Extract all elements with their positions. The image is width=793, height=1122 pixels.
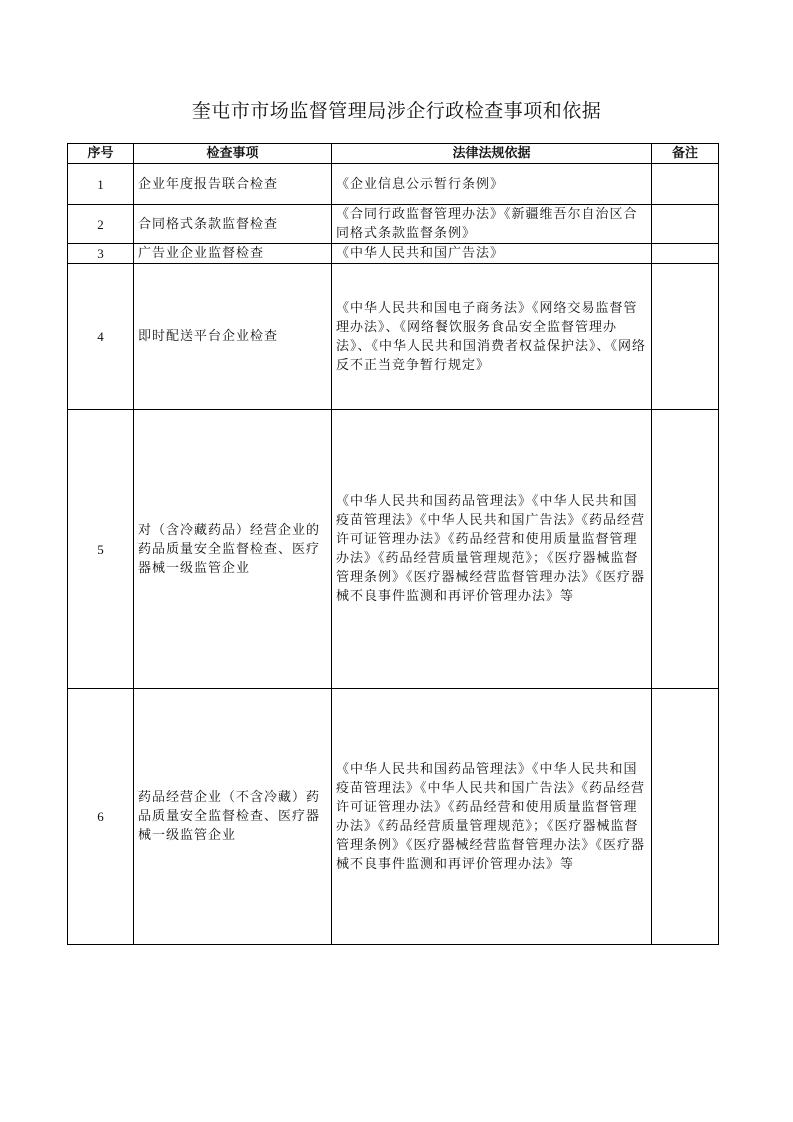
row-item: 即时配送平台企业检查 (134, 264, 332, 410)
row-remark (652, 689, 719, 945)
row-remark (652, 410, 719, 689)
row-basis: 《中华人民共和国电子商务法》《网络交易监督管理办法》、《网络餐饮服务食品安全监督管理办法》、《中华人民共和国消费者权益保护法》、《网络反不正当竞争暂行规定》 (332, 264, 652, 410)
page-title: 奎屯市市场监督管理局涉企行政检查事项和依据 (191, 100, 602, 122)
table-row (68, 205, 719, 244)
table-row (68, 689, 719, 945)
header-basis: 法律法规依据 (332, 144, 652, 164)
row-remark (652, 164, 719, 205)
table-row (68, 244, 719, 264)
row-basis: 《企业信息公示暂行条例》 (332, 164, 652, 205)
row-item: 药品经营企业（不含冷藏）药品质量安全监督检查、医疗器械一级监管企业 (134, 689, 332, 945)
row-remark (652, 264, 719, 410)
inspection-items-table (67, 143, 719, 945)
row-index: 2 (68, 205, 134, 244)
table-row (68, 164, 719, 205)
table-header-row (68, 144, 719, 164)
row-item: 企业年度报告联合检查 (134, 164, 332, 205)
row-index: 4 (68, 264, 134, 410)
row-item: 对（含冷藏药品）经营企业的药品质量安全监督检查、医疗器械一级监管企业 (134, 410, 332, 689)
row-index: 1 (68, 164, 134, 205)
row-basis: 《合同行政监督管理办法》《新疆维吾尔自治区合同格式条款监督条例》 (332, 205, 652, 244)
row-item: 广告业企业监督检查 (134, 244, 332, 264)
row-item: 合同格式条款监督检查 (134, 205, 332, 244)
header-index: 序号 (68, 144, 134, 164)
header-remark: 备注 (652, 144, 719, 164)
row-index: 3 (68, 244, 134, 264)
row-remark (652, 205, 719, 244)
header-item: 检查事项 (134, 144, 332, 164)
row-basis: 《中华人民共和国药品管理法》《中华人民共和国疫苗管理法》《中华人民共和国广告法》《药品经营许可证管理办法》《药品经营和使用质量监督管理办法》《药品经营质量管理规范》；《医疗器械监督管理条例》《医疗器械经营监督管理办法》《医疗器械不良事件监测和再评价管理办法》等 (332, 410, 652, 689)
table-row (68, 410, 719, 689)
row-basis: 《中华人民共和国广告法》 (332, 244, 652, 264)
row-index: 6 (68, 689, 134, 945)
row-basis: 《中华人民共和国药品管理法》《中华人民共和国疫苗管理法》《中华人民共和国广告法》《药品经营许可证管理办法》《药品经营和使用质量监督管理办法》《药品经营质量管理规范》；《医疗器械监督管理条例》《医疗器械经营监督管理办法》《医疗器械不良事件监测和再评价管理办法》等 (332, 689, 652, 945)
table-row (68, 264, 719, 410)
row-index: 5 (68, 410, 134, 689)
row-remark (652, 244, 719, 264)
